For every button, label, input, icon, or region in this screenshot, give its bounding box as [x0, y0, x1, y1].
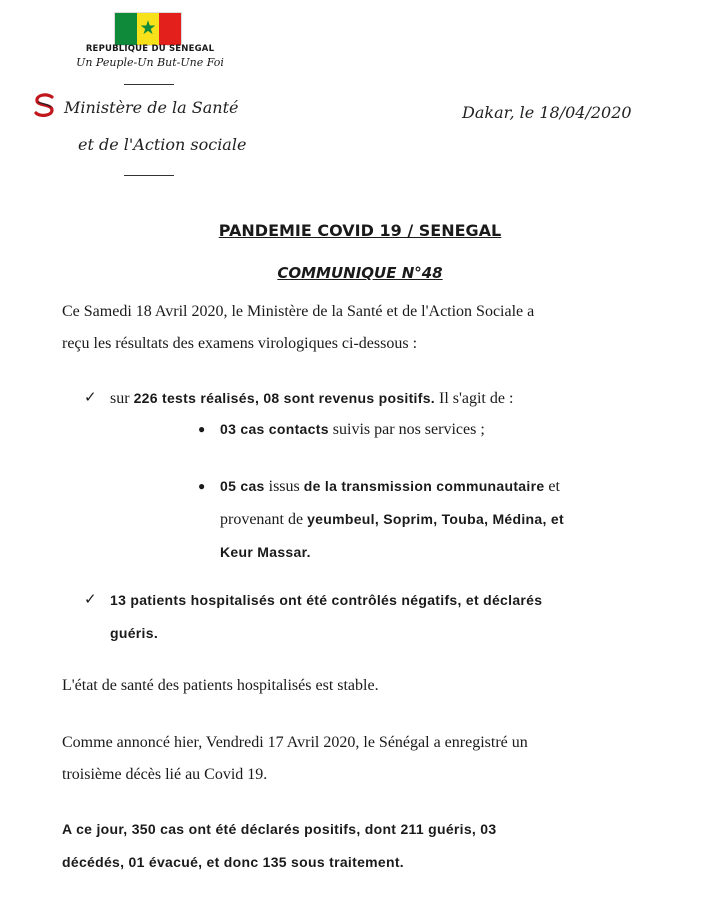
tests-result-item	[110, 382, 670, 415]
contact-cases-bold: 03 cas contacts	[220, 421, 329, 437]
community-cases-mid: issus	[264, 478, 304, 495]
community-cases-item	[220, 470, 650, 569]
tests-result-pre: sur	[110, 390, 134, 407]
flag-red-band	[159, 13, 181, 45]
flag-yellow-band	[137, 13, 159, 45]
header-divider-bottom	[124, 175, 174, 176]
check-icon: ✓	[84, 390, 97, 406]
death-line2: troisième décès lié au Covid 19.	[62, 766, 268, 783]
patient-status: L'état de santé des patients hospitalisés est stable.	[62, 677, 379, 694]
community-transmission-bold: de la transmission communautaire	[303, 478, 545, 494]
community-cases-count: 05 cas	[220, 478, 265, 494]
senegal-flag	[114, 12, 182, 46]
intro-line1: Ce Samedi 18 Avril 2020, le Ministère de la Santé et de l'Action Sociale a	[62, 303, 535, 320]
summary-line2: décédés, 01 évacué, et donc 135 sous traitement.	[62, 854, 404, 870]
national-motto: Un Peuple-Un But-Une Foi	[76, 56, 224, 69]
ministry-logo-icon	[32, 92, 58, 120]
death-line1: Comme annoncé hier, Vendredi 17 Avril 2020, le Sénégal a enregistré un	[62, 734, 528, 751]
ministry-name-line2: et de l'Action sociale	[78, 135, 247, 154]
document-date: Dakar, le 18/04/2020	[462, 103, 632, 122]
flag-star-icon: ★	[139, 17, 157, 39]
communique-number: COMMUNIQUE N°48	[277, 264, 443, 282]
flag-green-band	[115, 13, 137, 45]
community-locations-pre: provenant de	[220, 511, 308, 528]
intro-line2: reçu les résultats des examens virologiques ci-dessous :	[62, 335, 418, 352]
ministry-name-line1: Ministère de la Santé	[64, 98, 239, 117]
death-paragraph	[62, 727, 650, 791]
tests-result-post: Il s'agit de :	[434, 390, 514, 407]
bullet-icon: ●	[198, 422, 206, 436]
page-title: PANDEMIE COVID 19 / SENEGAL	[218, 221, 502, 240]
community-cases-post: et	[544, 478, 560, 495]
contact-cases-item	[220, 413, 660, 446]
bullet-icon: ●	[198, 479, 206, 493]
intro-paragraph	[62, 296, 650, 360]
republic-name: REPUBLIQUE DU SENEGAL	[85, 44, 215, 54]
header-divider-top	[124, 84, 174, 85]
summary-paragraph	[62, 813, 650, 879]
recovered-item	[110, 584, 648, 650]
recovered-line2: guéris.	[110, 625, 159, 641]
community-locations-bold: yeumbeul, Soprim, Touba, Médina, et	[307, 511, 564, 527]
community-locations-last: Keur Massar.	[220, 544, 311, 560]
recovered-line1: 13 patients hospitalisés ont été contrôlés négatifs, et déclarés	[110, 592, 543, 608]
summary-line1: A ce jour, 350 cas ont été déclarés positifs, dont 211 guéris, 03	[62, 821, 497, 837]
check-icon: ✓	[84, 592, 97, 608]
tests-result-bold: 226 tests réalisés, 08 sont revenus positifs.	[133, 390, 435, 406]
contact-cases-post: suivis par nos services ;	[328, 421, 485, 438]
